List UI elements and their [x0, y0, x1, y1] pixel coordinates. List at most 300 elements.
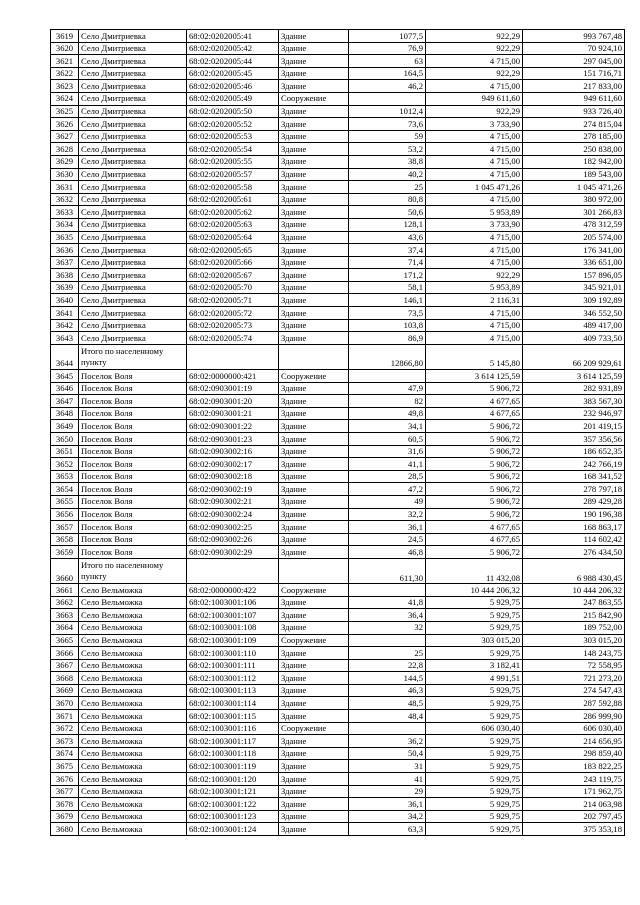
table-row	[51, 584, 625, 597]
cost-per-unit-cell: 5 906,72	[426, 433, 523, 446]
row-number-cell: 3664	[51, 621, 79, 634]
area-cell: 25	[349, 647, 426, 660]
table-row	[51, 42, 625, 55]
total-cost-cell: 243 119,75	[523, 773, 625, 786]
total-cost-cell: 250 838,00	[523, 143, 625, 156]
area-cell: 80,8	[349, 193, 426, 206]
settlement-name-cell: Поселок Воля	[79, 470, 187, 483]
cadastral-number-cell: 68:02:0202005:53	[187, 130, 279, 143]
total-cost-cell: 70 924,10	[523, 42, 625, 55]
settlement-name-cell: Село Вельможка	[79, 823, 187, 836]
object-type-cell: Здание	[279, 80, 349, 93]
total-cost-cell: 151 716,71	[523, 67, 625, 80]
object-type-cell: Здание	[279, 206, 349, 219]
table-row	[51, 143, 625, 156]
settlement-name-cell: Поселок Воля	[79, 533, 187, 546]
object-type-cell: Здание	[279, 143, 349, 156]
row-number-cell: 3631	[51, 181, 79, 194]
table-row	[51, 773, 625, 786]
settlement-name-cell: Село Вельможка	[79, 584, 187, 597]
settlement-name-cell: Село Вельможка	[79, 647, 187, 660]
area-cell	[349, 634, 426, 647]
cost-per-unit-cell: 5 929,75	[426, 798, 523, 811]
area-cell: 48,4	[349, 710, 426, 723]
settlement-name-cell: Село Дмитриевка	[79, 181, 187, 194]
row-number-cell: 3657	[51, 521, 79, 534]
cadastral-number-cell: 68:02:0202005:65	[187, 244, 279, 257]
cadastral-number-cell: 68:02:0903002:24	[187, 508, 279, 521]
table-row	[51, 672, 625, 685]
cost-per-unit-cell: 922,29	[426, 67, 523, 80]
cadastral-number-cell: 68:02:0000000:421	[187, 370, 279, 383]
total-cost-cell: 176 341,00	[523, 244, 625, 257]
cost-per-unit-cell: 3 182,41	[426, 659, 523, 672]
settlement-name-cell: Село Дмитриевка	[79, 332, 187, 345]
object-type-cell: Здание	[279, 244, 349, 257]
area-cell: 1012,4	[349, 105, 426, 118]
row-number-cell: 3645	[51, 370, 79, 383]
object-type-cell: Здание	[279, 118, 349, 131]
row-number-cell: 3635	[51, 231, 79, 244]
total-cost-cell: 949 611,60	[523, 92, 625, 105]
table-row	[51, 722, 625, 735]
row-number-cell: 3640	[51, 294, 79, 307]
area-cell: 34,2	[349, 810, 426, 823]
total-cost-cell: 182 942,00	[523, 155, 625, 168]
table-row	[51, 332, 625, 345]
row-number-cell: 3659	[51, 546, 79, 559]
object-type-cell: Здание	[279, 281, 349, 294]
area-cell: 34,1	[349, 420, 426, 433]
row-number-cell: 3628	[51, 143, 79, 156]
table-row	[51, 659, 625, 672]
total-cost-cell: 606 030,40	[523, 722, 625, 735]
area-cell: 47,2	[349, 483, 426, 496]
settlement-name-cell: Село Вельможка	[79, 773, 187, 786]
cost-per-unit-cell: 5 929,75	[426, 760, 523, 773]
cost-per-unit-cell: 5 906,72	[426, 546, 523, 559]
area-cell: 49,8	[349, 407, 426, 420]
table-row	[51, 231, 625, 244]
object-type-cell: Здание	[279, 395, 349, 408]
row-number-cell: 3638	[51, 269, 79, 282]
cadastral-number-cell: 68:02:1003001:112	[187, 672, 279, 685]
total-cost-cell: 242 766,19	[523, 458, 625, 471]
row-number-cell: 3668	[51, 672, 79, 685]
settlement-name-cell: Село Вельможка	[79, 621, 187, 634]
object-type-cell: Здание	[279, 785, 349, 798]
object-type-cell: Здание	[279, 483, 349, 496]
cost-per-unit-cell: 5 906,72	[426, 458, 523, 471]
row-number-cell: 3623	[51, 80, 79, 93]
cadastral-number-cell: 68:02:0903002:19	[187, 483, 279, 496]
object-type-cell: Здание	[279, 798, 349, 811]
cadastral-number-cell: 68:02:0202005:63	[187, 218, 279, 231]
total-cost-cell: 214 063,98	[523, 798, 625, 811]
table-row	[51, 697, 625, 710]
row-number-cell: 3674	[51, 747, 79, 760]
object-type-cell: Здание	[279, 810, 349, 823]
cadastral-number-cell: 68:02:0202005:44	[187, 55, 279, 68]
cost-per-unit-cell: 949 611,60	[426, 92, 523, 105]
cost-per-unit-cell: 4 715,00	[426, 143, 523, 156]
cadastral-number-cell: 68:02:1003001:107	[187, 609, 279, 622]
row-number-cell: 3673	[51, 735, 79, 748]
area-cell: 71,4	[349, 256, 426, 269]
cost-per-unit-cell: 4 715,00	[426, 256, 523, 269]
cost-per-unit-cell: 4 715,00	[426, 168, 523, 181]
cost-per-unit-cell: 5 929,75	[426, 735, 523, 748]
object-type-cell: Здание	[279, 420, 349, 433]
object-type-cell: Здание	[279, 55, 349, 68]
area-cell: 73,5	[349, 307, 426, 320]
settlement-name-cell: Село Дмитриевка	[79, 256, 187, 269]
settlement-name-cell: Село Вельможка	[79, 596, 187, 609]
cost-per-unit-cell: 5 906,72	[426, 420, 523, 433]
row-number-cell: 3660	[51, 558, 79, 583]
row-number-cell: 3675	[51, 760, 79, 773]
settlement-name-cell: Поселок Воля	[79, 407, 187, 420]
settlement-name-cell: Село Вельможка	[79, 747, 187, 760]
cadastral-number-cell: 68:02:1003001:123	[187, 810, 279, 823]
settlement-name-cell: Село Дмитриевка	[79, 42, 187, 55]
table-row	[51, 508, 625, 521]
cadastral-number-cell: 68:02:0202005:54	[187, 143, 279, 156]
total-cost-cell: 168 341,52	[523, 470, 625, 483]
cost-per-unit-cell: 5 906,72	[426, 470, 523, 483]
cadastral-number-cell: 68:02:0903002:18	[187, 470, 279, 483]
settlement-name-cell: Село Вельможка	[79, 609, 187, 622]
cost-per-unit-cell: 3 733,90	[426, 118, 523, 131]
cadastral-number-cell: 68:02:0202005:50	[187, 105, 279, 118]
settlement-name-cell: Поселок Воля	[79, 495, 187, 508]
cadastral-number-cell: 68:02:0202005:64	[187, 231, 279, 244]
area-cell: 76,9	[349, 42, 426, 55]
row-number-cell: 3652	[51, 458, 79, 471]
area-cell: 86,9	[349, 332, 426, 345]
total-cost-cell: 309 192,89	[523, 294, 625, 307]
table-row	[51, 747, 625, 760]
row-number-cell: 3637	[51, 256, 79, 269]
row-number-cell: 3646	[51, 382, 79, 395]
total-cost-cell: 278 185,00	[523, 130, 625, 143]
row-number-cell: 3650	[51, 433, 79, 446]
cost-per-unit-cell: 5 906,72	[426, 508, 523, 521]
row-number-cell: 3656	[51, 508, 79, 521]
table-row	[51, 67, 625, 80]
area-cell: 164,5	[349, 67, 426, 80]
total-cost-cell: 171 962,75	[523, 785, 625, 798]
cadastral-number-cell: 68:02:1003001:110	[187, 647, 279, 660]
settlement-name-cell: Село Дмитриевка	[79, 168, 187, 181]
total-cost-cell: 148 243,75	[523, 647, 625, 660]
cost-per-unit-cell: 4 715,00	[426, 319, 523, 332]
area-cell: 82	[349, 395, 426, 408]
cost-per-unit-cell: 4 677,65	[426, 533, 523, 546]
cadastral-number-cell: 68:02:0903001:19	[187, 382, 279, 395]
object-type-cell: Здание	[279, 760, 349, 773]
area-cell: 46,3	[349, 684, 426, 697]
settlement-name-cell: Село Дмитриевка	[79, 269, 187, 282]
object-type-cell: Здание	[279, 168, 349, 181]
table-row	[51, 445, 625, 458]
settlement-name-cell: Село Дмитриевка	[79, 155, 187, 168]
settlement-name-cell: Село Дмитриевка	[79, 105, 187, 118]
cadastral-number-cell: 68:02:0000000:422	[187, 584, 279, 597]
area-cell: 1077,5	[349, 30, 426, 43]
object-type-cell: Здание	[279, 319, 349, 332]
settlement-name-cell: Село Дмитриевка	[79, 118, 187, 131]
table-row	[51, 823, 625, 836]
row-number-cell: 3676	[51, 773, 79, 786]
cost-per-unit-cell: 5 953,89	[426, 281, 523, 294]
total-cost-cell: 282 931,89	[523, 382, 625, 395]
cost-per-unit-cell: 4 715,00	[426, 244, 523, 257]
settlement-name-cell: Село Дмитриевка	[79, 143, 187, 156]
row-number-cell: 3671	[51, 710, 79, 723]
area-cell	[349, 92, 426, 105]
object-type-cell: Сооружение	[279, 722, 349, 735]
cost-per-unit-cell: 5 906,72	[426, 483, 523, 496]
table-row	[51, 344, 625, 369]
total-cost-cell: 186 652,35	[523, 445, 625, 458]
cost-per-unit-cell: 5 929,75	[426, 710, 523, 723]
table-row	[51, 130, 625, 143]
settlement-name-cell: Поселок Воля	[79, 458, 187, 471]
total-cost-cell: 189 752,00	[523, 621, 625, 634]
settlement-name-cell: Село Дмитриевка	[79, 307, 187, 320]
cadastral-number-cell: 68:02:0202005:41	[187, 30, 279, 43]
settlement-name-cell: Село Вельможка	[79, 760, 187, 773]
area-cell: 12866,80	[349, 344, 426, 369]
total-cost-cell: 274 547,43	[523, 684, 625, 697]
settlement-name-cell: Поселок Воля	[79, 382, 187, 395]
object-type-cell	[279, 558, 349, 583]
cost-per-unit-cell: 5 929,75	[426, 684, 523, 697]
area-cell: 38,8	[349, 155, 426, 168]
cost-per-unit-cell: 922,29	[426, 42, 523, 55]
object-type-cell: Здание	[279, 155, 349, 168]
table-row	[51, 206, 625, 219]
table-row	[51, 647, 625, 660]
area-cell: 58,1	[349, 281, 426, 294]
area-cell: 103,8	[349, 319, 426, 332]
cadastral-number-cell: 68:02:0202005:61	[187, 193, 279, 206]
area-cell: 59	[349, 130, 426, 143]
object-type-cell: Сооружение	[279, 634, 349, 647]
row-number-cell: 3622	[51, 67, 79, 80]
object-type-cell: Здание	[279, 445, 349, 458]
cost-per-unit-cell: 5 929,75	[426, 773, 523, 786]
settlement-name-cell: Село Вельможка	[79, 659, 187, 672]
area-cell: 37,4	[349, 244, 426, 257]
total-cost-cell: 478 312,59	[523, 218, 625, 231]
total-cost-cell: 114 602,42	[523, 533, 625, 546]
table-row	[51, 105, 625, 118]
settlement-name-cell: Село Вельможка	[79, 798, 187, 811]
table-row	[51, 458, 625, 471]
cadastral-number-cell: 68:02:0202005:58	[187, 181, 279, 194]
area-cell: 47,9	[349, 382, 426, 395]
cost-per-unit-cell: 4 991,51	[426, 672, 523, 685]
cost-per-unit-cell: 4 715,00	[426, 332, 523, 345]
cadastral-number-cell: 68:02:1003001:111	[187, 659, 279, 672]
settlement-name-cell: Село Вельможка	[79, 785, 187, 798]
total-cost-cell: 409 733,50	[523, 332, 625, 345]
cost-per-unit-cell: 5 929,75	[426, 647, 523, 660]
area-cell: 73,6	[349, 118, 426, 131]
table-row	[51, 92, 625, 105]
cost-per-unit-cell: 4 715,00	[426, 80, 523, 93]
settlement-name-cell: Село Дмитриевка	[79, 319, 187, 332]
area-cell	[349, 584, 426, 597]
settlement-name-cell: Село Дмитриевка	[79, 92, 187, 105]
cadastral-number-cell: 68:02:0202005:70	[187, 281, 279, 294]
total-cost-cell: 298 859,40	[523, 747, 625, 760]
cost-per-unit-cell: 4 715,00	[426, 55, 523, 68]
total-cost-cell: 10 444 206,32	[523, 584, 625, 597]
cadastral-number-cell: 68:02:0202005:66	[187, 256, 279, 269]
table-row	[51, 558, 625, 583]
cost-per-unit-cell: 11 432,08	[426, 558, 523, 583]
area-cell: 41,8	[349, 596, 426, 609]
row-number-cell: 3651	[51, 445, 79, 458]
object-type-cell: Здание	[279, 659, 349, 672]
cadastral-number-cell: 68:02:1003001:119	[187, 760, 279, 773]
area-cell: 32,2	[349, 508, 426, 521]
object-type-cell: Здание	[279, 672, 349, 685]
table-row	[51, 395, 625, 408]
object-type-cell: Здание	[279, 697, 349, 710]
row-number-cell: 3643	[51, 332, 79, 345]
cost-per-unit-cell: 4 715,00	[426, 155, 523, 168]
row-number-cell: 3624	[51, 92, 79, 105]
object-type-cell: Здание	[279, 647, 349, 660]
cadastral-number-cell: 68:02:0202005:73	[187, 319, 279, 332]
area-cell: 50,4	[349, 747, 426, 760]
table-row	[51, 193, 625, 206]
cadastral-number-cell: 68:02:1003001:122	[187, 798, 279, 811]
cadastral-number-cell: 68:02:0202005:74	[187, 332, 279, 345]
object-type-cell: Здание	[279, 773, 349, 786]
total-cost-cell: 157 896,05	[523, 269, 625, 282]
cost-per-unit-cell: 4 715,00	[426, 130, 523, 143]
row-number-cell: 3680	[51, 823, 79, 836]
table-row	[51, 244, 625, 257]
cadastral-number-cell: 68:02:0202005:46	[187, 80, 279, 93]
table-row	[51, 80, 625, 93]
table-row	[51, 269, 625, 282]
settlement-name-cell: Поселок Воля	[79, 483, 187, 496]
cost-per-unit-cell: 5 929,75	[426, 823, 523, 836]
row-number-cell: 3641	[51, 307, 79, 320]
cadastral-number-cell: 68:02:0903002:17	[187, 458, 279, 471]
cost-per-unit-cell: 4 715,00	[426, 193, 523, 206]
row-number-cell: 3630	[51, 168, 79, 181]
settlement-name-cell: Село Вельможка	[79, 710, 187, 723]
row-number-cell: 3647	[51, 395, 79, 408]
settlement-name-cell: Село Дмитриевка	[79, 294, 187, 307]
object-type-cell: Здание	[279, 42, 349, 55]
row-number-cell: 3639	[51, 281, 79, 294]
table-row	[51, 596, 625, 609]
cost-per-unit-cell: 5 929,75	[426, 747, 523, 760]
object-type-cell: Здание	[279, 508, 349, 521]
total-cost-cell: 297 045,00	[523, 55, 625, 68]
object-type-cell: Здание	[279, 710, 349, 723]
area-cell: 28,5	[349, 470, 426, 483]
total-cost-cell: 289 429,28	[523, 495, 625, 508]
row-number-cell: 3663	[51, 609, 79, 622]
cadastral-number-cell	[187, 558, 279, 583]
total-cost-cell: 247 863,55	[523, 596, 625, 609]
area-cell: 171,2	[349, 269, 426, 282]
cost-per-unit-cell: 5 929,75	[426, 609, 523, 622]
total-cost-cell: 303 015,20	[523, 634, 625, 647]
cadastral-number-cell: 68:02:1003001:109	[187, 634, 279, 647]
total-cost-cell: 933 726,40	[523, 105, 625, 118]
cadastral-number-cell: 68:02:0202005:71	[187, 294, 279, 307]
total-cost-cell: 189 543,00	[523, 168, 625, 181]
cadastral-number-cell: 68:02:0202005:42	[187, 42, 279, 55]
table-row	[51, 307, 625, 320]
total-cost-cell: 336 651,00	[523, 256, 625, 269]
cost-per-unit-cell: 4 715,00	[426, 307, 523, 320]
object-type-cell: Здание	[279, 609, 349, 622]
object-type-cell: Здание	[279, 193, 349, 206]
total-cost-cell: 202 797,45	[523, 810, 625, 823]
settlement-name-cell: Село Вельможка	[79, 735, 187, 748]
row-number-cell: 3636	[51, 244, 79, 257]
area-cell: 63,3	[349, 823, 426, 836]
total-cost-cell: 276 434,50	[523, 546, 625, 559]
table-row	[51, 495, 625, 508]
total-cost-cell: 66 209 929,61	[523, 344, 625, 369]
object-type-cell: Здание	[279, 256, 349, 269]
cadastral-number-cell: 68:02:1003001:124	[187, 823, 279, 836]
row-number-cell: 3658	[51, 533, 79, 546]
cost-per-unit-cell: 5 929,75	[426, 697, 523, 710]
settlement-name-cell: Село Дмитриевка	[79, 193, 187, 206]
object-type-cell: Сооружение	[279, 92, 349, 105]
cost-per-unit-cell: 303 015,20	[426, 634, 523, 647]
settlement-name-cell: Село Вельможка	[79, 810, 187, 823]
settlement-name-cell: Село Вельможка	[79, 672, 187, 685]
settlement-name-cell: Село Дмитриевка	[79, 30, 187, 43]
property-table	[50, 29, 625, 836]
area-cell: 32	[349, 621, 426, 634]
total-cost-cell: 301 266,83	[523, 206, 625, 219]
area-cell: 48,5	[349, 697, 426, 710]
area-cell: 22,8	[349, 659, 426, 672]
row-number-cell: 3621	[51, 55, 79, 68]
object-type-cell	[279, 344, 349, 369]
table-row	[51, 294, 625, 307]
cost-per-unit-cell: 5 953,89	[426, 206, 523, 219]
object-type-cell: Здание	[279, 621, 349, 634]
row-number-cell: 3661	[51, 584, 79, 597]
total-cost-cell: 3 614 125,59	[523, 370, 625, 383]
table-row	[51, 55, 625, 68]
total-cost-cell: 214 656,95	[523, 735, 625, 748]
table-row	[51, 810, 625, 823]
total-cost-cell: 190 196,38	[523, 508, 625, 521]
total-cost-cell: 1 045 471,26	[523, 181, 625, 194]
table-row	[51, 30, 625, 43]
row-number-cell: 3619	[51, 30, 79, 43]
total-cost-cell: 346 552,50	[523, 307, 625, 320]
row-number-cell: 3649	[51, 420, 79, 433]
